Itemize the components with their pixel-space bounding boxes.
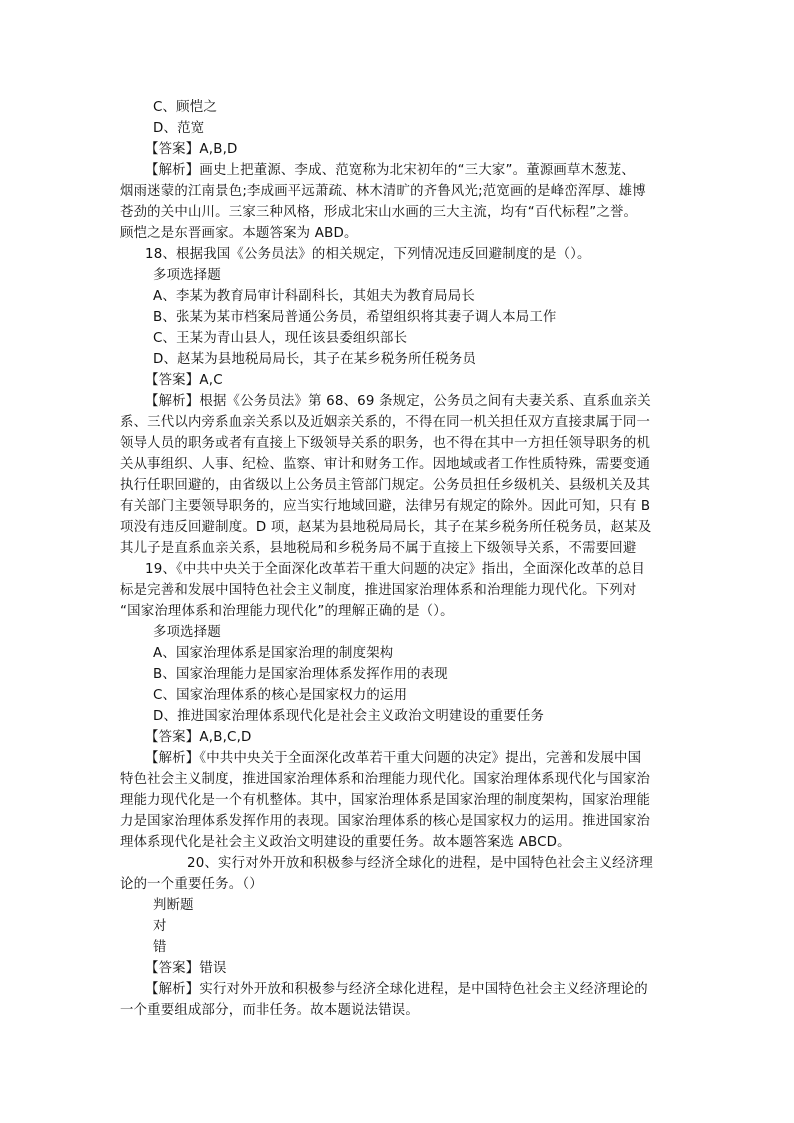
answer-tag: 【答案】 [145,373,200,388]
q20-stem-line: 论的一个重要任务。（） [120,877,263,892]
q18-option-a: A、李某为教育局审计科副科长，其姐夫为教育局局长 [153,289,475,304]
q20-answer [145,958,227,979]
q19-stem-line: 标是完善和发展中国特色社会主义制度，推进国家治理体系和治理能力现代化。下列对 [120,583,637,598]
q20-option-false: 错 [153,940,167,955]
q20-stem-line: 20、实行对外开放和积极参与经济全球化的进程，是中国特色社会主义经济理 [187,856,653,871]
q18-answer [145,370,223,391]
analysis-tag: 【解析】 [145,163,200,178]
q19-stem-line: “国家治理体系和治理能力现代化”的理解正确的是（）。 [120,604,454,619]
q18-analysis-line: 其儿子是直系血亲关系，县地税局和乡税务局不属于直接上下级领导关系，不需要回避 [120,541,637,556]
analysis-tag: 【解析】 [145,751,200,766]
q20-analysis-line: 【解析】实行对外开放和积极参与经济全球化进程，是中国特色社会主义经济理论的 [145,982,648,997]
q19-analysis-line: 理体系现代化是社会主义政治文明建设的重要任务。故本题答案选 ABCD。 [120,835,571,850]
q17-option-c: C、顾恺之 [153,100,217,115]
answer-tag: 【答案】 [145,142,200,157]
q17-option-d: D、范宽 [153,121,205,136]
q19-analysis-line: 理能力现代化是一个有机整体。其中，国家治理体系是国家治理的制度架构，国家治理能 [120,793,651,808]
q18-option-b: B、张某为某市档案局普通公务员，希望组织将其妻子调人本局工作 [153,310,557,325]
q17-analysis-line: 【解析】画史上把董源、李成、范宽称为北宋初年的“三大家”。董源画草木葱茏、 [145,163,635,178]
q20-analysis-line: 一个重要组成部分，而非任务。故本题说法错误。 [120,1003,419,1018]
q18-type: 多项选择题 [153,268,221,283]
q18-option-d: D、赵某为县地税局局长，其子在某乡税务所任税务员 [153,352,477,367]
answer-value: A,B,D [199,142,238,157]
q19-option-b: B、国家治理能力是国家治理体系发挥作用的表现 [153,667,448,682]
q18-analysis-line: 执行任职回避的，由省级以上公务员主管部门规定。公务员担任乡级机关、县级机关及其 [120,478,651,493]
q18-analysis-line: 项没有违反回避制度。D 项，赵某为县地税局局长，其子在某乡税务所任税务员，赵某及 [120,520,652,535]
analysis-tag: 【解析】 [145,982,200,997]
analysis-tag: 【解析】 [145,394,200,409]
q19-option-c: C、国家治理体系的核心是国家权力的运用 [153,688,408,703]
q17-analysis-line: 苍劲的关中山川。三家三种风格，形成北宋山水画的三大主流，均有“百代标程”之誉。 [120,205,638,220]
q19-stem-line: 19、《中共中央关于全面深化改革若干重大问题的决定》指出，全面深化改革的总目 [145,562,645,577]
q18-analysis-line: 【解析】根据《公务员法》第 68、69 条规定，公务员之间有夫妻关系、直系血亲关 [145,394,651,409]
q20-option-true: 对 [153,919,167,934]
q18-analysis-line: 关从事组织、人事、纪检、监察、审计和财务工作。因地域或者工作性质特殊，需要变通 [120,457,651,472]
q19-analysis-line: 【解析】《中共中央关于全面深化改革若干重大问题的决定》提出，完善和发展中国 [145,751,642,766]
q18-option-c: C、王某为青山县人，现任该县委组织部长 [153,331,408,346]
answer-tag: 【答案】 [145,961,200,976]
answer-value: A,C [199,373,223,388]
answer-value: 错误 [199,961,227,976]
q19-analysis-line: 力是国家治理体系发挥作用的表现。国家治理体系的核心是国家权力的运用。推进国家治 [120,814,651,829]
q19-option-d: D、推进国家治理体系现代化是社会主义政治文明建设的重要任务 [153,709,545,724]
q17-answer [145,139,238,160]
q18-analysis-line: 有关部门主要领导职务的，应当实行地域回避，法律另有规定的除外。因此可知，只有 B [120,499,651,514]
q19-answer [145,727,252,748]
q18-stem: 18、根据我国《公务员法》的相关规定，下列情况违反回避制度的是（）。 [145,247,591,262]
q19-type: 多项选择题 [153,625,221,640]
answer-value: A,B,C,D [199,730,252,745]
answer-tag: 【答案】 [145,730,200,745]
q17-analysis-line: 烟雨迷蒙的江南景色;李成画平远萧疏、林木清旷的齐鲁风光;范宽画的是峰峦浑厚、雄博 [120,184,646,199]
q17-analysis-line: 顾恺之是东晋画家。本题答案为 ABD。 [120,226,358,241]
q19-option-a: A、国家治理体系是国家治理的制度架构 [153,646,394,661]
q20-type: 判断题 [153,898,194,913]
q18-analysis-line: 系、三代以内旁系血亲关系以及近姻亲关系的，不得在同一机关担任双方直接隶属于同一 [120,415,651,430]
q19-analysis-line: 特色社会主义制度，推进国家治理体系和治理能力现代化。国家治理体系现代化与国家治 [120,772,651,787]
q18-analysis-line: 领导人员的职务或者有直接上下级领导关系的职务，也不得在其中一方担任领导职务的机 [120,436,651,451]
